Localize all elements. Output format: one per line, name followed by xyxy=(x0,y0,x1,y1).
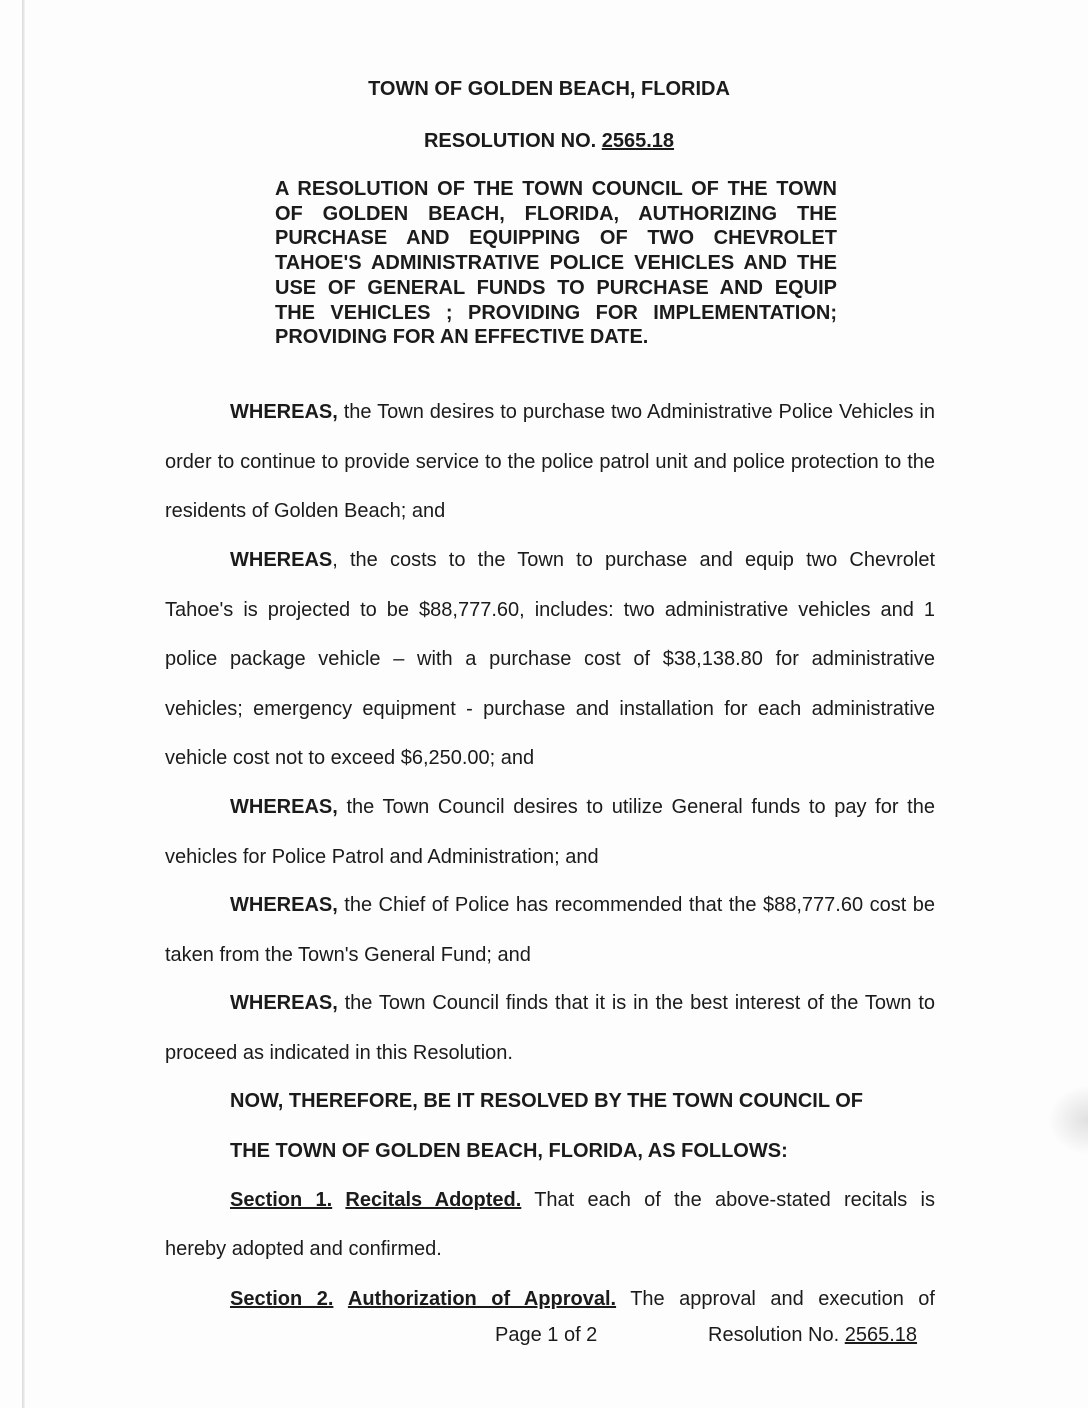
section-text: The approval and execution of xyxy=(630,1288,935,1310)
recital-lead: WHEREAS, xyxy=(230,796,338,818)
recital-3 xyxy=(165,783,935,882)
resolution-prefix: RESOLUTION NO. xyxy=(423,130,602,152)
recital-text: the Chief of Police has recommended that the $88,777.60 cost be taken from the Town's General Fund; and xyxy=(165,894,935,966)
page-number: Page 1 of 2 xyxy=(495,1324,598,1346)
recital-lead: WHEREAS, xyxy=(230,894,338,916)
recital-text: the Town Council desires to utilize General funds to pay for the vehicles for Police Patrol and Administration; and xyxy=(165,796,935,868)
resolution-number: 2565.18 xyxy=(601,130,675,152)
footer-resolution xyxy=(708,1324,917,1347)
recital-text: the Town desires to purchase two Administrative Police Vehicles in order to continue to provide service to the police patrol unit and police protection to the residents of Golden Beach; and xyxy=(165,401,935,522)
scan-edge xyxy=(22,0,25,1408)
recital-2 xyxy=(165,536,935,784)
recital-lead: WHEREAS, xyxy=(230,992,338,1014)
section-text: That each of the above-stated recitals is xyxy=(534,1189,935,1211)
resolved-line-2: THE TOWN OF GOLDEN BEACH, FLORIDA, AS FOLLOWS: xyxy=(230,1140,788,1162)
resolution-title: A RESOLUTION OF THE TOWN COUNCIL OF THE TOWN OF GOLDEN BEACH, FLORIDA, AUTHORIZING THE PURCHASE AND EQUIPPING OF TWO CHEVROLET TAHOE'S ADMINISTRATIVE POLICE VEHICLES AND THE USE OF GENERAL FUNDS TO PURCHASE AND EQUIP THE VEHICLES ; PROVIDING FOR IMPLEMENTATION; PROVIDING FOR AN EFFECTIVE DATE. xyxy=(275,178,837,349)
section-1-continued: hereby adopted and confirmed. xyxy=(165,1238,442,1260)
resolution-number-heading xyxy=(0,130,1088,153)
recital-lead: WHEREAS, xyxy=(230,401,338,423)
town-heading: TOWN OF GOLDEN BEACH, FLORIDA xyxy=(368,78,730,100)
recital-4 xyxy=(165,881,935,980)
section-label: Section 1. xyxy=(230,1189,333,1211)
section-1 xyxy=(230,1176,935,1226)
scan-smudge xyxy=(1048,1085,1088,1155)
recital-5 xyxy=(165,979,935,1078)
section-2 xyxy=(230,1275,935,1325)
section-heading: Authorization of Approval. xyxy=(347,1288,617,1310)
recital-text: , the costs to the Town to purchase and equip two Chevrolet Tahoe's is projected to be $88,777.60, includes: two administrative vehicles and 1 police package vehicle – with a purchase cost of $38,138.80 for administrative vehicles; emergency equipment - purchase and installation for each administrative vehicle cost not to exceed $6,250.00; and xyxy=(165,549,935,769)
resolved-line-1: NOW, THEREFORE, BE IT RESOLVED BY THE TOWN COUNCIL OF xyxy=(230,1090,863,1112)
recital-text: the Town Council finds that it is in the best interest of the Town to proceed as indicated in this Resolution. xyxy=(165,992,935,1064)
section-label: Section 2. xyxy=(230,1288,334,1310)
recital-1 xyxy=(165,388,935,537)
recital-lead: WHEREAS xyxy=(230,549,333,571)
section-heading: Recitals Adopted. xyxy=(345,1189,522,1211)
footer-resolution-number: 2565.18 xyxy=(844,1324,918,1346)
footer-resolution-prefix: Resolution No. xyxy=(708,1324,845,1346)
